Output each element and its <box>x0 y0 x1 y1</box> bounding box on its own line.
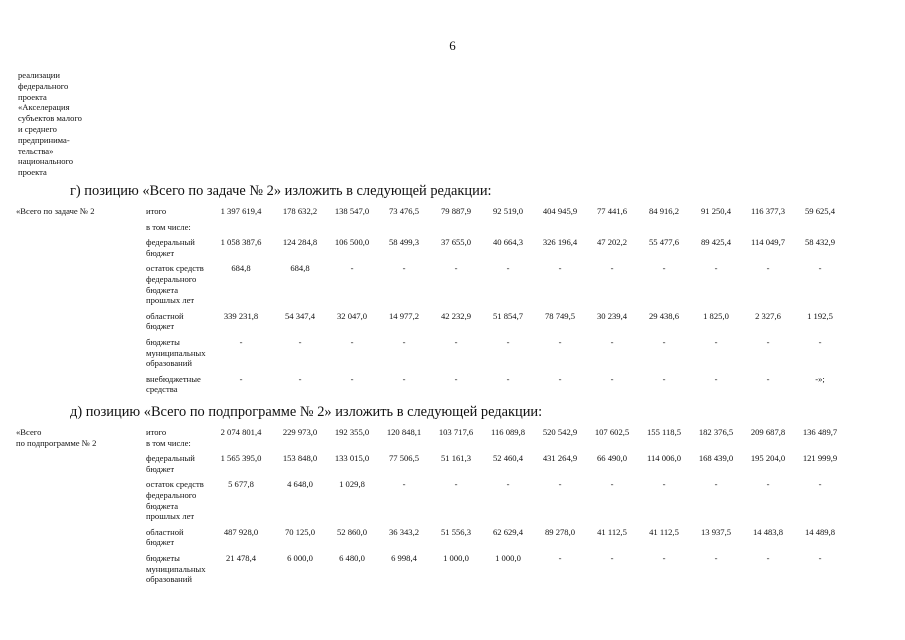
position-cell <box>16 237 146 263</box>
value-cell: - <box>558 336 562 347</box>
row-label-line: областной <box>146 526 184 537</box>
value-cell: 2 074 801,4 <box>220 427 262 437</box>
value-cell: 106 500,0 <box>334 237 370 248</box>
value-cell: - <box>714 552 718 563</box>
value-cell: - <box>558 552 562 563</box>
value-cell: - <box>610 479 614 490</box>
value-cell: 52 860,0 <box>336 526 368 537</box>
value-cell: 92 519,0 <box>492 206 524 216</box>
value-cell: - <box>506 479 510 490</box>
value-cell: - <box>818 263 822 274</box>
value-cell: 1 000,0 <box>443 552 469 563</box>
value-cell: 133 015,0 <box>334 453 370 464</box>
value-cell: 84 916,2 <box>648 206 680 216</box>
table-row <box>16 453 846 479</box>
row-label-line: бюджет <box>146 247 175 258</box>
table-row <box>16 311 846 337</box>
value-cell: 1 565 395,0 <box>220 453 262 464</box>
value-cell: 404 945,9 <box>542 206 578 216</box>
value-cell: - <box>402 263 406 274</box>
value-cell: - <box>454 479 458 490</box>
value-cell: 192 355,0 <box>334 427 370 437</box>
value-cell: - <box>714 373 718 384</box>
value-cell: 55 477,6 <box>648 237 680 248</box>
value-cell: 91 250,4 <box>700 206 732 216</box>
table-row <box>16 222 846 238</box>
value-cell: 5 677,8 <box>228 479 254 490</box>
position-cell <box>16 374 146 400</box>
row-label-line: бюджета <box>146 500 179 511</box>
row-label-line: средства <box>146 384 178 395</box>
row-label-line: муниципальных <box>146 563 206 574</box>
row-label-line: федеральный <box>146 453 195 464</box>
position-cell <box>16 263 146 310</box>
row-label-line: в том числе: <box>146 221 191 232</box>
value-cell: 77 441,6 <box>596 206 628 216</box>
value-cell: - <box>454 336 458 347</box>
value-cell: 182 376,5 <box>698 427 734 437</box>
value-cell: 1 825,0 <box>703 310 729 321</box>
value-cell: - <box>298 336 302 347</box>
row-label-line: бюджеты <box>146 552 180 563</box>
intro-line: федерального <box>18 80 69 91</box>
value-cell: - <box>714 479 718 490</box>
value-cell: 59 625,4 <box>804 206 836 216</box>
row-label <box>146 527 208 553</box>
table-row <box>16 527 846 553</box>
row-label <box>146 311 208 337</box>
value-cell: - <box>610 263 614 274</box>
value-cell <box>482 222 534 238</box>
value-cell: 36 343,2 <box>388 526 420 537</box>
value-cell: - <box>350 263 354 274</box>
value-cell: 51 556,3 <box>440 526 472 537</box>
value-cell <box>586 222 638 238</box>
value-cell: - <box>766 336 770 347</box>
value-cell <box>638 222 690 238</box>
row-label <box>146 263 208 310</box>
intro-line: проекта <box>18 91 47 102</box>
row-label-line: бюджет <box>146 537 175 548</box>
value-cell: 6 480,0 <box>339 552 365 563</box>
value-cell: 21 478,4 <box>225 552 257 563</box>
row-label-line: остаток средств <box>146 263 204 274</box>
value-cell: 168 439,0 <box>698 453 734 464</box>
value-cell: 30 239,4 <box>596 310 628 321</box>
row-label-line: федерального <box>146 273 197 284</box>
value-cell: 77 506,5 <box>388 453 420 464</box>
value-cell: 51 161,3 <box>440 453 472 464</box>
value-cell: 14 977,2 <box>388 310 420 321</box>
intro-line: «Акселерация <box>18 102 70 113</box>
value-cell: 1 000,0 <box>495 552 521 563</box>
section-g-table <box>16 206 846 400</box>
value-cell: - <box>506 263 510 274</box>
value-cell: 1 058 387,6 <box>220 237 262 248</box>
value-cell: 29 438,6 <box>648 310 680 321</box>
position-cell <box>16 337 146 374</box>
value-cell: 37 655,0 <box>440 237 472 248</box>
table-row <box>16 479 846 526</box>
value-cell: 138 547,0 <box>334 206 370 216</box>
value-cell: 89 425,4 <box>700 237 732 248</box>
value-cell: 153 848,0 <box>282 453 318 464</box>
value-cell: - <box>402 336 406 347</box>
value-cell: - <box>714 336 718 347</box>
value-cell: - <box>298 373 302 384</box>
value-cell: - <box>662 373 666 384</box>
row-label <box>146 479 208 526</box>
row-label <box>146 206 208 222</box>
value-cell: - <box>402 373 406 384</box>
value-cell: - <box>558 479 562 490</box>
value-cell: - <box>610 552 614 563</box>
value-cell: 73 476,5 <box>388 206 420 216</box>
value-cell: 1 397 619,4 <box>220 206 262 216</box>
intro-line: национального <box>18 156 74 167</box>
row-label <box>146 427 208 453</box>
value-cell: 14 483,8 <box>752 526 784 537</box>
value-cell: - <box>818 552 822 563</box>
row-label <box>146 374 208 400</box>
value-cell: 229 973,0 <box>282 427 318 437</box>
value-cell: 326 196,4 <box>542 237 578 248</box>
value-cell: 209 687,8 <box>750 427 786 437</box>
value-cell: 42 232,9 <box>440 310 472 321</box>
value-cell: 32 047,0 <box>336 310 368 321</box>
value-cell <box>430 222 482 238</box>
value-cell: 116 377,3 <box>750 206 786 216</box>
row-label-line: итого <box>146 427 167 437</box>
value-cell <box>690 222 742 238</box>
intro-line: реализации <box>18 70 60 80</box>
row-label-line: муниципальных <box>146 347 206 358</box>
value-cell: - <box>766 552 770 563</box>
value-cell: - <box>662 263 666 274</box>
row-label-line: прошлых лет <box>146 295 195 306</box>
value-cell: 14 489,8 <box>804 526 836 537</box>
page-number: 6 <box>449 38 456 53</box>
row-label <box>146 337 208 374</box>
value-cell: 47 202,2 <box>596 237 628 248</box>
position-cell <box>16 479 146 526</box>
value-cell: - <box>610 373 614 384</box>
intro-text-block <box>18 70 108 178</box>
row-label-line: бюджет <box>146 463 175 474</box>
value-cell: 79 887,9 <box>440 206 472 216</box>
row-label-line: федерального <box>146 489 197 500</box>
value-cell: 52 460,4 <box>492 453 524 464</box>
value-cell: - <box>506 336 510 347</box>
value-cell: - <box>610 336 614 347</box>
value-cell: - <box>402 479 406 490</box>
value-cell: 51 854,7 <box>492 310 524 321</box>
value-cell: 89 278,0 <box>544 526 576 537</box>
value-cell <box>794 222 846 238</box>
value-cell: 121 999,9 <box>802 453 838 464</box>
row-label-line: образований <box>146 574 192 585</box>
value-cell: 58 499,3 <box>388 237 420 248</box>
value-cell <box>326 222 378 238</box>
value-cell: - <box>454 263 458 274</box>
position-cell <box>16 553 146 590</box>
value-cell: - <box>558 263 562 274</box>
value-cell: - <box>239 373 243 384</box>
value-cell: 78 749,5 <box>544 310 576 321</box>
value-cell: 13 937,5 <box>700 526 732 537</box>
position-cell <box>16 311 146 337</box>
table-row <box>16 237 846 263</box>
value-cell: 178 632,2 <box>282 206 318 216</box>
value-cell: - <box>766 373 770 384</box>
value-cell: - <box>350 373 354 384</box>
value-cell: 487 928,0 <box>223 526 259 537</box>
value-cell: 124 284,8 <box>282 237 318 248</box>
row-label <box>146 453 208 479</box>
position-cell <box>16 222 146 238</box>
value-cell: 4 648,0 <box>287 479 313 490</box>
table-row <box>16 553 846 590</box>
row-label-line: прошлых лет <box>146 511 195 522</box>
value-cell: 41 112,5 <box>597 526 627 537</box>
value-cell: 136 489,7 <box>802 427 838 437</box>
value-cell: 114 049,7 <box>750 237 786 248</box>
intro-line: тельства» <box>18 145 54 156</box>
row-label-line: в том числе: <box>146 437 191 448</box>
value-cell: - <box>662 552 666 563</box>
value-cell: 684,8 <box>290 263 310 274</box>
position-label: «Всего по задаче № 2 <box>16 206 95 216</box>
value-cell: 40 664,3 <box>492 237 524 248</box>
value-cell: - <box>350 336 354 347</box>
intro-line: проекта <box>18 167 47 178</box>
value-cell: 155 118,5 <box>646 427 682 437</box>
value-cell <box>274 222 326 238</box>
position-cell <box>16 427 146 453</box>
value-cell: - <box>558 373 562 384</box>
row-label-line: областной <box>146 310 184 321</box>
value-cell: 120 848,1 <box>386 427 422 437</box>
position-label: «Всего <box>16 427 42 437</box>
value-cell: 520 542,9 <box>542 427 578 437</box>
row-label <box>146 222 208 238</box>
value-cell: 114 006,0 <box>646 453 682 464</box>
value-cell <box>378 222 430 238</box>
value-cell: - <box>662 336 666 347</box>
table-row <box>16 206 846 222</box>
value-cell: 58 432,9 <box>804 237 836 248</box>
table-row <box>16 263 846 310</box>
value-cell: 431 264,9 <box>542 453 578 464</box>
value-cell: 103 717,6 <box>438 427 474 437</box>
row-label-line: бюджета <box>146 284 179 295</box>
position-cell <box>16 527 146 553</box>
value-cell: - <box>818 479 822 490</box>
value-cell: 2 327,6 <box>755 310 781 321</box>
table-row <box>16 374 846 400</box>
intro-line: и среднего <box>18 123 57 134</box>
intro-line: предпринима- <box>18 134 70 145</box>
value-cell: 107 602,5 <box>594 427 630 437</box>
value-cell: - <box>766 479 770 490</box>
row-label-line: образований <box>146 358 192 369</box>
value-cell: 195 204,0 <box>750 453 786 464</box>
value-cell: 54 347,4 <box>284 310 316 321</box>
table-row <box>16 427 846 453</box>
value-cell: - <box>239 336 243 347</box>
row-label <box>146 237 208 263</box>
row-label-line: итого <box>146 206 167 216</box>
value-cell: 66 490,0 <box>596 453 628 464</box>
value-cell: - <box>714 263 718 274</box>
value-cell: 1 192,5 <box>807 310 833 321</box>
position-cell <box>16 206 146 222</box>
section-d-heading: д) позицию «Всего по подпрограмме № 2» изложить в следующей редакции: <box>70 404 543 420</box>
value-cell: 116 089,8 <box>490 427 526 437</box>
row-label-line: бюджет <box>146 321 175 332</box>
row-label <box>146 553 208 590</box>
value-cell <box>742 222 794 238</box>
value-cell: 62 629,4 <box>492 526 524 537</box>
value-cell: - <box>454 373 458 384</box>
value-cell: 41 112,5 <box>649 526 679 537</box>
section-g-heading: г) позицию «Всего по задаче № 2» изложить в следующей редакции: <box>70 183 492 199</box>
value-cell: 1 029,8 <box>339 479 365 490</box>
value-cell: - <box>506 373 510 384</box>
table-row <box>16 337 846 374</box>
value-cell: 6 998,4 <box>391 552 417 563</box>
value-cell: 684,8 <box>231 263 251 274</box>
section-d-table <box>16 427 846 590</box>
row-label-line: бюджеты <box>146 336 180 347</box>
value-cell: 70 125,0 <box>284 526 316 537</box>
position-cell <box>16 453 146 479</box>
value-cell: 6 000,0 <box>287 552 313 563</box>
value-cell <box>208 222 274 238</box>
row-label-line: остаток средств <box>146 479 204 490</box>
value-cell: - <box>818 336 822 347</box>
value-cell: 339 231,8 <box>223 310 259 321</box>
value-cell: - <box>662 479 666 490</box>
value-cell <box>534 222 586 238</box>
intro-line: субъектов малого <box>18 113 82 124</box>
position-label: по подпрограмме № 2 <box>16 437 97 448</box>
value-cell: - <box>766 263 770 274</box>
value-cell: -»; <box>815 373 825 384</box>
row-label-line: внебюджетные <box>146 373 201 384</box>
row-label-line: федеральный <box>146 237 195 248</box>
